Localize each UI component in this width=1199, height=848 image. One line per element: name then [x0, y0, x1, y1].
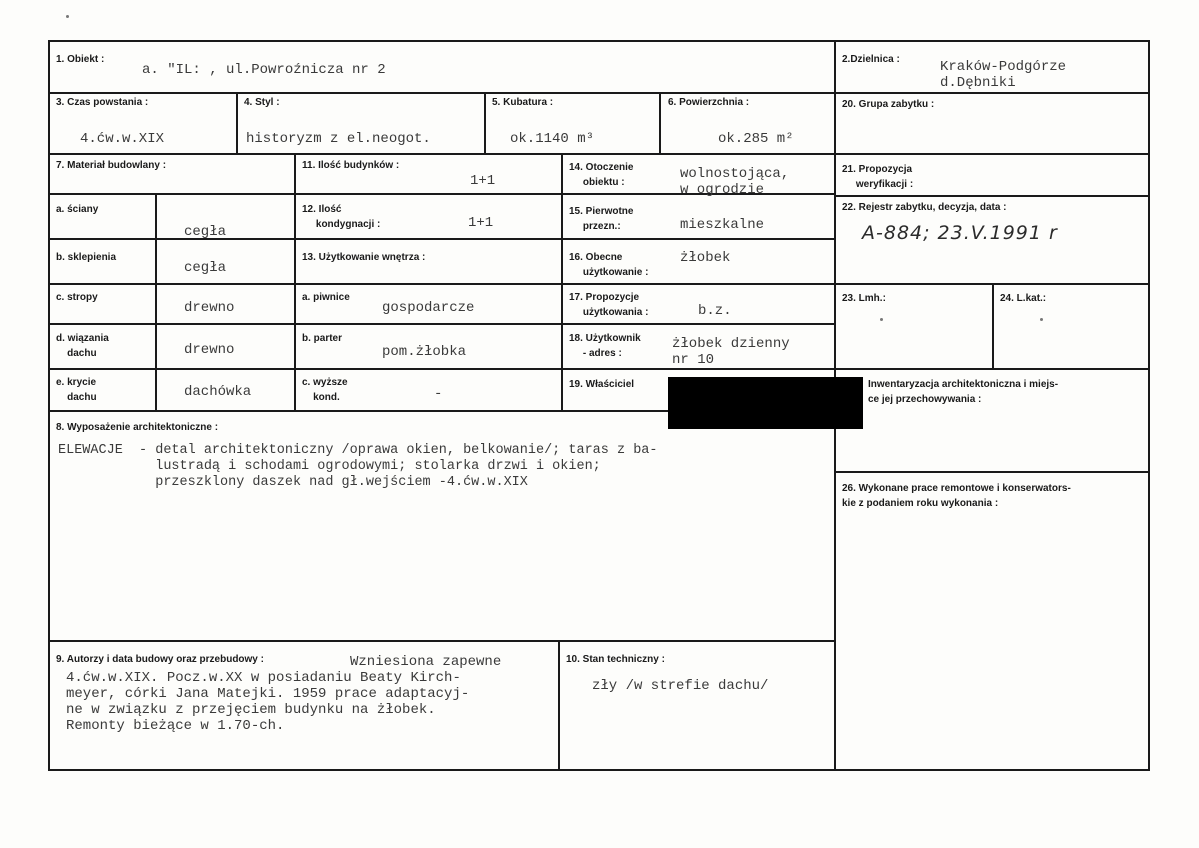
field-3-label: 3. Czas powstania : [56, 97, 149, 108]
field-13b-value: pom.żłobka [382, 344, 467, 360]
field-13c-label: c. wyższe kond. [302, 377, 348, 403]
field-16-label: 16. Obecne użytkowanie : [569, 252, 649, 278]
field-17-value: b.z. [698, 303, 732, 319]
scan-speck [1040, 318, 1043, 321]
field-24-label: 24. L.kat.: [1000, 293, 1047, 304]
field-14-value: wolnostojąca, w ogrodzie [680, 166, 790, 198]
field-6-label: 6. Powierzchnia : [668, 97, 750, 108]
col-divider [992, 283, 994, 368]
border-bottom [48, 769, 1150, 771]
field-17-label: 17. Propozycje użytkowania : [569, 292, 649, 318]
col-divider [236, 92, 238, 155]
border-right [1148, 40, 1150, 771]
row-divider [834, 195, 1150, 197]
field-15-value: mieszkalne [680, 217, 765, 233]
field-b-value: cegła [184, 260, 227, 276]
field-12-value: 1+1 [468, 215, 494, 231]
field-13-label: 13. Użytkowanie wnętrza : [302, 252, 426, 263]
field-2-label: 2.Dzielnica : [842, 54, 900, 65]
col-divider [561, 153, 563, 410]
field-5-value: ok.1140 m³ [510, 131, 595, 147]
field-18-label: 18. Użytkownik - adres : [569, 333, 641, 359]
col-divider [155, 193, 157, 410]
field-8-label: 8. Wyposażenie architektoniczne : [56, 422, 219, 433]
border-top [48, 40, 1150, 42]
row-divider [48, 92, 1150, 94]
field-10-value: zły /w strefie dachu/ [592, 678, 769, 694]
scan-speck [66, 15, 69, 18]
col-divider [659, 92, 661, 155]
field-12-label: 12. Ilość kondygnacji : [302, 204, 381, 230]
field-1-label: 1. Obiekt : [56, 54, 105, 65]
field-9-line: meyer, córki Jana Matejki. 1959 prace adaptacyj- [66, 686, 470, 702]
col-divider [484, 92, 486, 155]
col-divider [294, 153, 296, 410]
scan-speck [880, 318, 883, 321]
field-e-value: dachówka [184, 384, 252, 400]
row-divider [48, 368, 1150, 370]
field-6-value: ok.285 m² [718, 131, 794, 147]
field-a-label: a. ściany [56, 204, 99, 215]
row-divider [48, 323, 834, 325]
field-4-label: 4. Styl : [244, 97, 280, 108]
field-a-value: cegła [184, 224, 227, 240]
field-22-handwritten-value: A-884; 23.V.1991 r [862, 222, 1058, 244]
field-9-line: 4.ćw.w.XIX. Pocz.w.XX w posiadaniu Beaty Kirch- [66, 670, 461, 686]
field-13b-label: b. parter [302, 333, 343, 344]
field-9-line: Remonty bieżące w 1.70-ch. [66, 718, 285, 734]
field-20-label: 20. Grupa zabytku : [842, 99, 935, 110]
field-d-label: d. wiązania dachu [56, 333, 109, 359]
field-e-label: e. krycie dachu [56, 377, 97, 403]
field-18-value: żłobek dzienny nr 10 [672, 336, 790, 368]
border-left [48, 40, 50, 771]
row-divider [48, 238, 834, 240]
field-9-line: Wzniesiona zapewne [350, 654, 502, 670]
field-13c-value: - [434, 386, 443, 402]
field-9-line: ne w związku z przejęciem budynku na żłobek. [66, 702, 436, 718]
row-divider [48, 153, 1150, 155]
field-4-value: historyzm z el.neogot. [246, 131, 431, 147]
field-21-label: 21. Propozycja weryfikacji : [842, 164, 914, 190]
field-d-value: drewno [184, 342, 235, 358]
field-26-label: 26. Wykonane prace remontowe i konserwators- kie z podaniem roku wykonania : [842, 483, 1071, 509]
field-11-value: 1+1 [470, 173, 496, 189]
field-b-label: b. sklepienia [56, 252, 117, 263]
field-22-label: 22. Rejestr zabytku, decyzja, data : [842, 202, 1007, 213]
field-c-value: drewno [184, 300, 235, 316]
field-16-value: żłobek [680, 250, 731, 266]
field-19-label: 19. Właściciel [569, 379, 635, 390]
col-divider [558, 640, 560, 771]
field-11-label: 11. Ilość budynków : [302, 160, 400, 171]
field-15-label: 15. Pierwotne przezn.: [569, 206, 634, 232]
field-14-label: 14. Otoczenie obiektu : [569, 162, 634, 188]
row-divider [48, 283, 1150, 285]
field-13a-value: gospodarcze [382, 300, 475, 316]
field-10-label: 10. Stan techniczny : [566, 654, 665, 665]
field-5-label: 5. Kubatura : [492, 97, 554, 108]
row-divider [48, 640, 834, 642]
field-25-label: Inwentaryzacja architektoniczna i miejs- ce jej przechowywania : [868, 379, 1059, 405]
field-23-label: 23. Lmh.: [842, 293, 886, 304]
field-9-label: 9. Autorzy i data budowy oraz przebudowy : [56, 654, 264, 665]
row-divider [834, 471, 1150, 473]
field-9-value [66, 654, 501, 734]
field-1-value: a. "IL: , ul.Powroźnicza nr 2 [142, 62, 386, 78]
field-c-label: c. stropy [56, 292, 98, 303]
field-2-value: Kraków-Podgórze d.Dębniki [940, 59, 1067, 91]
field-13a-label: a. piwnice [302, 292, 350, 303]
owner-redaction-block [668, 377, 863, 429]
field-8-value: ELEWACJE - detal architektoniczny /oprawa okien, belkowanie/; taras z ba- lustradą i schodami ogrodowymi; stolarka drzwi i okien; przeszklony daszek nad gł.wejściem -4.ćw.w.XIX [58, 443, 658, 490]
field-3-value: 4.ćw.w.XIX [80, 131, 165, 147]
field-7-label: 7. Materiał budowlany : [56, 160, 167, 171]
